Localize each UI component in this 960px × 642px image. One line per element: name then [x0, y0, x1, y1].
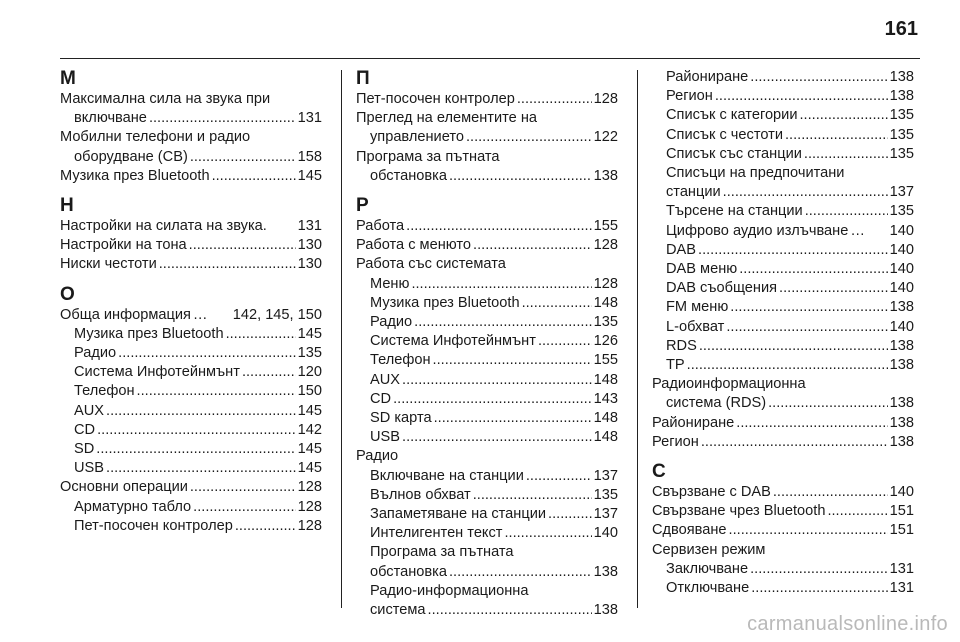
dot-leader — [226, 325, 296, 344]
entry-label: AUX — [74, 402, 105, 419]
entry-label: Заключване — [666, 560, 749, 577]
entry-label: Райониране — [652, 414, 735, 431]
index-subentry — [60, 459, 322, 478]
entry-label: DAB съобщения — [666, 280, 778, 297]
index-entry — [60, 478, 322, 497]
index-subentry — [356, 524, 618, 543]
entry-page: 140 — [889, 280, 914, 297]
index-subentry — [60, 517, 322, 536]
entry-label: Регион — [652, 433, 699, 450]
index-section-p — [356, 68, 618, 186]
index-entry — [652, 502, 914, 521]
index-entry-text: Радио — [356, 448, 399, 465]
index-entry-text: Радио-информационна — [370, 582, 529, 599]
entry-label: Отключване — [666, 580, 750, 597]
dot-leader — [779, 279, 888, 298]
entry-page: 140 — [889, 318, 914, 335]
index-entry-text: Сервизен режим — [652, 541, 766, 558]
dot-leader — [723, 183, 888, 202]
dot-leader — [729, 521, 888, 540]
index-entry — [60, 255, 322, 274]
dot-leader — [411, 275, 591, 294]
entry-page: 128 — [593, 275, 618, 292]
entry-label: AUX — [370, 371, 401, 388]
entry-page: 135 — [593, 314, 618, 331]
index-entry-text: Списъци на предпочитани — [666, 165, 845, 182]
page-number: 161 — [884, 18, 918, 40]
dot-leader — [414, 313, 591, 332]
section-letter: М — [60, 68, 76, 89]
dot-leader — [473, 486, 592, 505]
index-entry — [356, 236, 618, 255]
entry-page: 122 — [593, 129, 618, 146]
index-subentry — [356, 505, 618, 524]
index-entry — [60, 167, 322, 186]
index-subentry — [356, 275, 618, 294]
index-subentry — [652, 279, 914, 298]
dot-leader — [850, 222, 887, 241]
index-column-3 — [652, 68, 914, 598]
entry-page: 131 — [297, 218, 322, 235]
index-subentry — [652, 222, 914, 241]
dot-leader — [804, 145, 888, 164]
entry-page: 130 — [297, 256, 322, 273]
index-subentry — [60, 498, 322, 517]
entry-label: Система Инфотейнмънт — [370, 333, 536, 350]
entry-page: 138 — [889, 433, 914, 450]
index-entry-text: Максимална сила на звука при — [60, 91, 271, 107]
entry-page: 135 — [593, 486, 618, 503]
entry-label: Работа — [356, 218, 405, 235]
index-entry — [652, 433, 914, 452]
entry-page: 128 — [297, 517, 322, 534]
index-entry — [60, 236, 322, 255]
dot-leader — [466, 128, 592, 147]
index-section-o — [60, 284, 322, 536]
entry-label: Запаметяване на станции — [370, 506, 547, 523]
dot-leader — [750, 560, 888, 579]
index-subentry — [60, 421, 322, 440]
entry-page: 138 — [889, 395, 914, 412]
dot-leader — [739, 260, 887, 279]
entry-label: Сдвояване — [652, 522, 727, 539]
dot-leader — [538, 332, 592, 351]
index-subentry — [652, 298, 914, 317]
entry-label: Меню — [370, 275, 410, 292]
dot-leader — [701, 433, 888, 452]
dot-leader — [768, 394, 888, 413]
entry-page: 148 — [593, 429, 618, 446]
entry-page: 135 — [297, 345, 322, 362]
entry-page: 145 — [297, 167, 322, 184]
dot-leader — [504, 524, 591, 543]
index-subentry — [60, 402, 322, 421]
index-subentry — [652, 337, 914, 356]
index-entry-text: Програма за пътната — [356, 148, 500, 165]
entry-page: 137 — [593, 467, 618, 484]
entry-label: SD — [74, 441, 95, 458]
dot-leader — [406, 217, 591, 236]
entry-page: 128 — [297, 498, 322, 515]
entry-page: 130 — [297, 237, 322, 254]
dot-leader — [751, 579, 887, 598]
entry-page: 138 — [889, 357, 914, 374]
entry-page: 138 — [593, 167, 618, 184]
entry-label: оборудване (CB) — [74, 148, 188, 165]
index-subentry — [652, 318, 914, 337]
entry-label: Система Инфотейнмънт — [74, 364, 240, 381]
index-subentry — [356, 371, 618, 390]
entry-label: Настройки на силата на звука. — [60, 218, 267, 235]
entry-page: 142 — [297, 421, 322, 438]
entry-label: CD — [370, 390, 392, 407]
dot-leader — [473, 236, 592, 255]
index-entry-text: Мобилни телефони и радио — [60, 129, 251, 146]
index-entry — [356, 128, 618, 147]
index-subentry — [356, 313, 618, 332]
entry-page: 158 — [297, 148, 322, 165]
dot-leader — [449, 563, 592, 582]
entry-label: Телефон — [370, 352, 431, 369]
dot-leader — [827, 502, 887, 521]
entry-label: TP — [666, 357, 685, 374]
entry-page: 145 — [297, 460, 322, 477]
column-divider — [637, 70, 638, 608]
entry-page: 131 — [889, 580, 914, 597]
entry-label: Вълнов обхват — [370, 486, 471, 503]
index-subentry — [356, 563, 618, 582]
entry-label: Включване на станции — [370, 467, 524, 484]
index-subentry — [60, 382, 322, 401]
entry-page: 155 — [593, 352, 618, 369]
dot-leader — [699, 337, 888, 356]
index-entry — [60, 217, 322, 236]
entry-label: SD карта — [370, 410, 432, 427]
column-divider — [341, 70, 342, 608]
index-entry — [356, 90, 618, 109]
entry-label: система (RDS) — [666, 395, 767, 412]
dot-leader — [805, 202, 888, 221]
entry-label: Радио — [74, 345, 117, 362]
dot-leader — [526, 467, 592, 486]
entry-page: 128 — [593, 237, 618, 254]
index-section-r-continued — [652, 68, 914, 452]
entry-label: Обща информация — [60, 306, 191, 323]
entry-label: Пет-посочен контролер — [74, 517, 233, 534]
index-subentry — [652, 183, 914, 202]
entry-label: Основни операции — [60, 479, 188, 496]
entry-label: станции — [666, 184, 721, 201]
index-subentry — [60, 440, 322, 459]
entry-page: 145 — [297, 402, 322, 419]
entry-page: 135 — [889, 107, 914, 124]
index-entry-text: Радиоинформационна — [652, 376, 806, 393]
entry-label: Музика през Bluetooth — [60, 167, 210, 184]
index-entry — [60, 109, 322, 128]
entry-page: 131 — [297, 110, 322, 127]
dot-leader — [799, 106, 887, 125]
dot-leader — [785, 126, 888, 145]
dot-leader — [118, 344, 295, 363]
entry-label: Арматурно табло — [74, 498, 192, 515]
dot-leader — [97, 421, 296, 440]
entry-page: 148 — [593, 410, 618, 427]
dot-leader — [736, 414, 887, 433]
index-section-r — [356, 195, 618, 620]
index-subentry — [652, 560, 914, 579]
index-subentry — [356, 294, 618, 313]
entry-page: 145 — [297, 441, 322, 458]
index-subentry — [652, 126, 914, 145]
entry-label: USB — [74, 460, 105, 477]
dot-leader — [190, 478, 296, 497]
entry-page: 138 — [889, 299, 914, 316]
index-subentry — [60, 344, 322, 363]
entry-page: 128 — [593, 91, 618, 107]
dot-leader — [726, 318, 887, 337]
dot-leader — [106, 459, 296, 478]
section-letter: П — [356, 68, 370, 89]
dot-leader — [159, 255, 296, 274]
dot-leader — [715, 87, 888, 106]
entry-page: 151 — [889, 522, 914, 539]
entry-page: 126 — [593, 333, 618, 350]
entry-page: 135 — [889, 126, 914, 143]
index-subentry — [652, 145, 914, 164]
index-subentry — [652, 106, 914, 125]
index-column-2 — [356, 68, 618, 620]
entry-label: Регион — [666, 88, 713, 105]
entry-label: Свързване чрез Bluetooth — [652, 503, 826, 520]
entry-page: 135 — [889, 145, 914, 162]
index-subentry — [652, 260, 914, 279]
entry-label: DAB — [666, 241, 697, 258]
entry-page: 131 — [889, 560, 914, 577]
entry-label: управлението — [370, 129, 464, 146]
index-entry-text: Програма за пътната — [370, 544, 514, 561]
entry-label: Свързване с DAB — [652, 484, 771, 501]
entry-page: 138 — [889, 88, 914, 105]
dot-leader — [242, 363, 296, 382]
index-section-m — [60, 68, 322, 186]
entry-page: 155 — [593, 218, 618, 235]
dot-leader — [235, 517, 296, 536]
entry-page: 138 — [593, 563, 618, 580]
entry-label: Търсене на станции — [666, 203, 803, 220]
entry-page: 145 — [297, 325, 322, 342]
entry-page: 140 — [889, 241, 914, 258]
dot-leader — [212, 167, 296, 186]
dot-leader — [149, 109, 296, 128]
section-letter: О — [60, 283, 75, 305]
entry-page: 137 — [593, 506, 618, 523]
section-letter: Н — [60, 195, 74, 217]
index-subentry — [356, 390, 618, 409]
entry-label: обстановка — [370, 167, 447, 184]
index-entry-text: Работа със системата — [356, 256, 506, 273]
entry-page: 138 — [889, 69, 914, 85]
dot-leader — [687, 356, 888, 375]
entry-page: 148 — [593, 294, 618, 311]
index-entry — [652, 414, 914, 433]
dot-leader — [522, 294, 592, 313]
dot-leader — [96, 440, 295, 459]
dot-leader — [106, 402, 296, 421]
entry-label: Списък с честоти — [666, 126, 783, 143]
index-subentry — [356, 601, 618, 620]
entry-page: 143 — [593, 390, 618, 407]
entry-label: включване — [74, 110, 147, 127]
index-subentry — [356, 409, 618, 428]
entry-page: 140 — [889, 261, 914, 278]
index-subentry — [652, 241, 914, 260]
entry-label: Телефон — [74, 383, 135, 400]
entry-page: 151 — [889, 503, 914, 520]
entry-page: 138 — [889, 337, 914, 354]
index-entry — [652, 394, 914, 413]
section-letter: С — [652, 461, 666, 483]
dot-leader — [190, 148, 296, 167]
dot-leader — [428, 601, 592, 620]
index-entry — [652, 483, 914, 502]
dot-leader — [402, 428, 592, 447]
index-subentry — [652, 68, 914, 87]
dot-leader — [193, 306, 231, 325]
index-subentry — [356, 467, 618, 486]
index-subentry — [60, 363, 322, 382]
entry-label: Цифрово аудио излъчване — [666, 222, 849, 239]
dot-leader — [517, 90, 592, 109]
index-section-s — [652, 461, 914, 598]
entry-page: 137 — [889, 184, 914, 201]
index-section-n — [60, 195, 322, 275]
watermark: carmanualsonline.info — [747, 613, 948, 635]
dot-leader — [750, 68, 887, 87]
dot-leader — [137, 382, 296, 401]
index-subentry — [356, 428, 618, 447]
entry-label: Ниски честоти — [60, 256, 157, 273]
entry-page: 120 — [297, 364, 322, 381]
index-subentry — [652, 579, 914, 598]
entry-page: 148 — [593, 371, 618, 388]
header-rule — [60, 58, 920, 59]
entry-page: 150 — [297, 383, 322, 400]
entry-label: обстановка — [370, 563, 447, 580]
entry-label: Списък със станции — [666, 145, 802, 162]
entry-page: 140 — [593, 525, 618, 542]
dot-leader — [548, 505, 592, 524]
entry-label: Музика през Bluetooth — [370, 294, 520, 311]
entry-page: 142, 145, 150 — [232, 306, 322, 323]
entry-label: Работа с менюто — [356, 237, 472, 254]
entry-label: DAB меню — [666, 261, 738, 278]
index-entry — [652, 521, 914, 540]
entry-label: Райониране — [666, 69, 749, 85]
dot-leader — [393, 390, 592, 409]
entry-label: FM меню — [666, 299, 729, 316]
dot-leader — [402, 371, 592, 390]
entry-label: Радио — [370, 314, 413, 331]
index-entry — [60, 148, 322, 167]
entry-page: 140 — [889, 222, 914, 239]
entry-label: Настройки на тона — [60, 237, 187, 254]
entry-label: USB — [370, 429, 401, 446]
entry-page: 128 — [297, 479, 322, 496]
index-entry-text: Преглед на елементите на — [356, 110, 538, 127]
entry-label: CD — [74, 421, 96, 438]
index-subentry — [652, 87, 914, 106]
entry-page: 140 — [889, 484, 914, 501]
entry-page: 138 — [889, 414, 914, 431]
index-subentry — [356, 332, 618, 351]
entry-label: Списък с категории — [666, 107, 798, 124]
dot-leader — [193, 498, 295, 517]
index-subentry — [652, 356, 914, 375]
index-subentry — [60, 325, 322, 344]
entry-page: 138 — [593, 602, 618, 619]
dot-leader — [433, 351, 592, 370]
dot-leader — [449, 167, 592, 186]
entry-label: RDS — [666, 337, 697, 354]
index-column-1 — [60, 68, 322, 536]
section-letter: Р — [356, 195, 369, 217]
dot-leader — [434, 409, 592, 428]
entry-label: L-обхват — [666, 318, 725, 335]
index-entry — [356, 167, 618, 186]
index-entry — [356, 217, 618, 236]
dot-leader — [730, 298, 887, 317]
entry-label: Музика през Bluetooth — [74, 325, 224, 342]
index-entry — [60, 306, 322, 325]
entry-label: Интелигентен текст — [370, 525, 503, 542]
dot-leader — [698, 241, 888, 260]
index-subentry — [356, 351, 618, 370]
index-subentry — [652, 202, 914, 221]
dot-leader — [189, 236, 296, 255]
index-subentry — [356, 486, 618, 505]
entry-label: Пет-посочен контролер — [356, 91, 515, 107]
dot-leader — [773, 483, 888, 502]
entry-label: система — [370, 602, 426, 619]
entry-page: 135 — [889, 203, 914, 220]
